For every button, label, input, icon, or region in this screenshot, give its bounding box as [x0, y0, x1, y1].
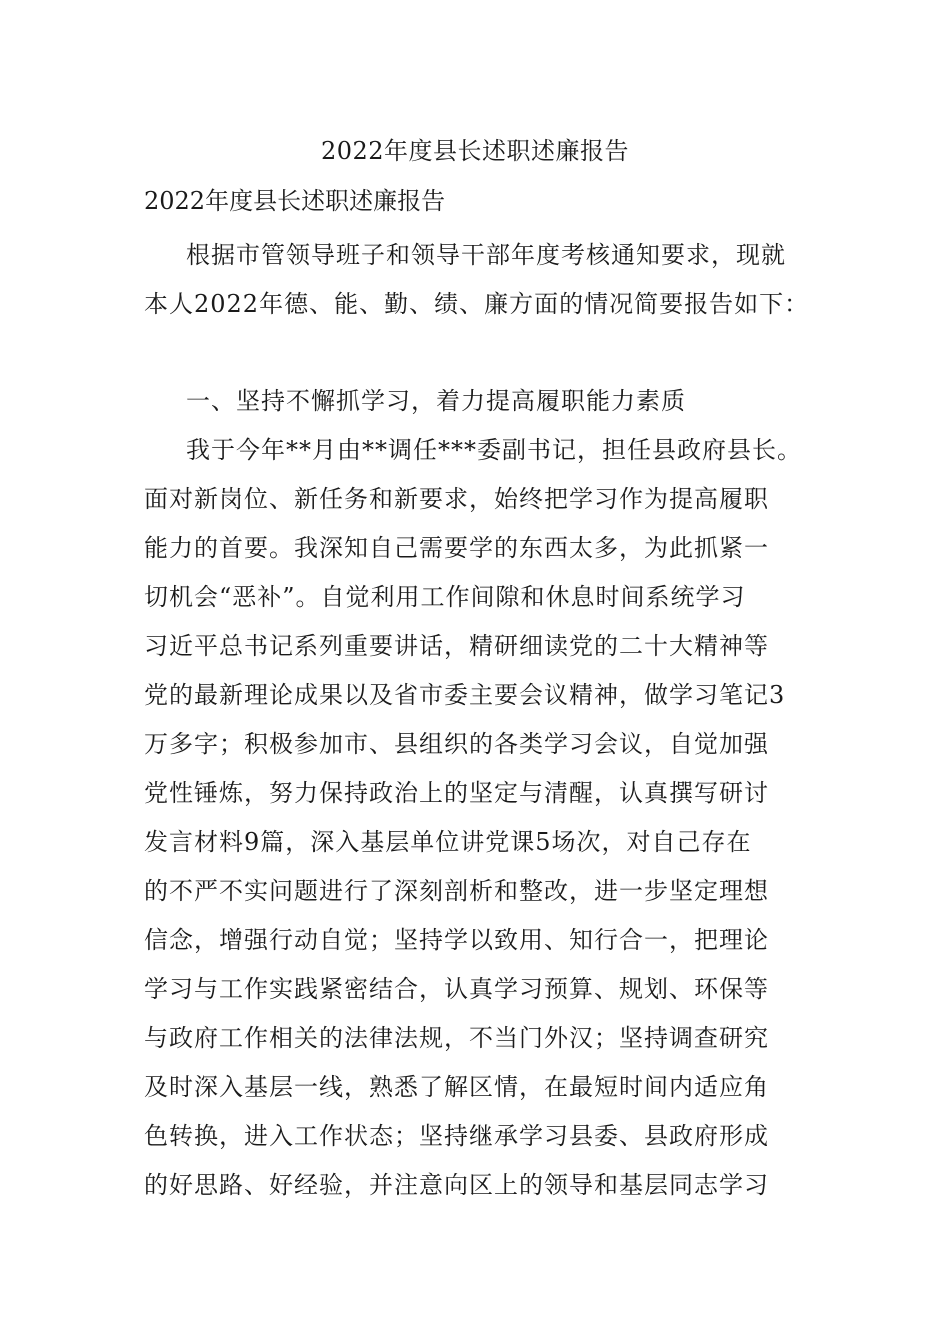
- body-line: 面对新岗位、新任务和新要求，始终把学习作为提高履职: [144, 485, 769, 513]
- document-subtitle: 2022年度县长述职述廉报告: [144, 187, 446, 215]
- body-line: 的不严不实问题进行了深刻剖析和整改，进一步坚定理想: [144, 877, 769, 905]
- body-line: 能力的首要。我深知自己需要学的东西太多，为此抓紧一: [144, 534, 769, 562]
- body-line: 与政府工作相关的法律法规，不当门外汉；坚持调查研究: [144, 1024, 769, 1052]
- body-line: 切机会“恶补”。自觉利用工作间隙和休息时间系统学习: [144, 583, 746, 611]
- body-line: 的好思路、好经验，并注意向区上的领导和基层同志学习: [144, 1171, 769, 1199]
- body-line: 色转换，进入工作状态；坚持继承学习县委、县政府形成: [144, 1122, 769, 1150]
- body-line: 党性锤炼，努力保持政治上的坚定与清醒，认真撰写研讨: [144, 779, 769, 807]
- body-line: 学习与工作实践紧密结合，认真学习预算、规划、环保等: [144, 975, 769, 1003]
- body-line: 我于今年**月由**调任***委副书记，担任县政府县长。: [186, 436, 802, 464]
- body-line: 习近平总书记系列重要讲话，精研细读党的二十大精神等: [144, 632, 769, 660]
- intro-line: 本人2022年德、能、勤、绩、廉方面的情况简要报告如下：: [144, 290, 810, 318]
- body-line: 及时深入基层一线，熟悉了解区情，在最短时间内适应角: [144, 1073, 769, 1101]
- body-line: 信念，增强行动自觉；坚持学以致用、知行合一，把理论: [144, 926, 769, 954]
- section-heading: 一、坚持不懈抓学习，着力提高履职能力素质: [186, 387, 686, 415]
- document-title: 2022年度县长述职述廉报告: [320, 137, 630, 165]
- body-line: 发言材料9篇，深入基层单位讲党课5场次，对自己存在: [144, 828, 752, 856]
- intro-line: 根据市管领导班子和领导干部年度考核通知要求，现就: [186, 241, 786, 269]
- body-line: 万多字；积极参加市、县组织的各类学习会议，自觉加强: [144, 730, 769, 758]
- body-line: 党的最新理论成果以及省市委主要会议精神，做学习笔记3: [144, 681, 786, 709]
